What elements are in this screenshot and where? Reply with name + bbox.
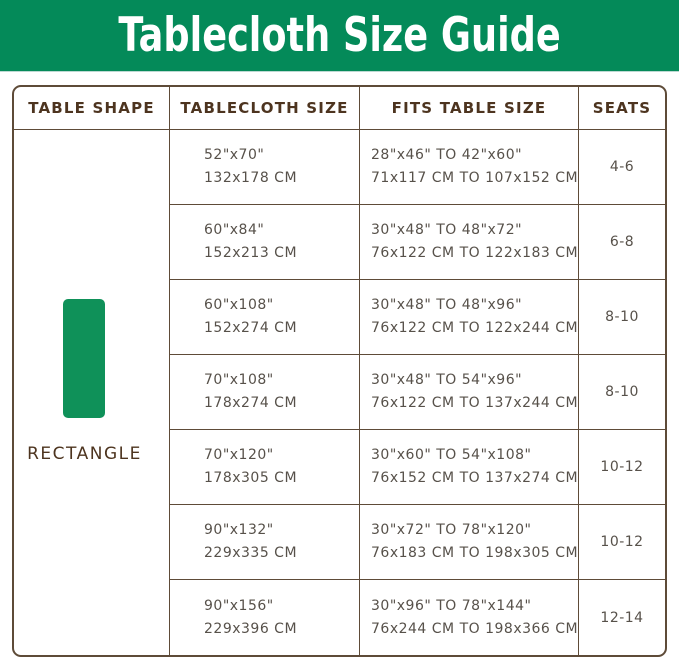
fits-inches: 30"x48" TO 48"x96" bbox=[371, 297, 523, 313]
table-cell-fits-table-size bbox=[360, 205, 579, 280]
column-header-fits-table-size: FITS TABLE SIZE bbox=[360, 87, 579, 130]
page-title: Tablecloth Size Guide bbox=[118, 8, 561, 63]
size-cm: 229x396 CM bbox=[204, 620, 298, 637]
fits-inches: 30"x96" TO 78"x144" bbox=[371, 597, 532, 614]
table-cell-tablecloth-size bbox=[170, 505, 360, 580]
size-inches: 70"x108" bbox=[204, 372, 274, 388]
fits-cm: 76x152 CM TO 137x274 CM bbox=[371, 470, 579, 486]
rectangle-shape-icon bbox=[63, 299, 105, 418]
table-cell-fits-table-size bbox=[360, 430, 579, 505]
table-cell-tablecloth-size bbox=[170, 430, 360, 505]
rectangle-shape-group bbox=[27, 299, 142, 464]
size-inches: 60"x84" bbox=[204, 222, 265, 238]
fits-cm: 76x122 CM TO 122x244 CM bbox=[371, 320, 579, 336]
table-cell-tablecloth-size bbox=[170, 205, 360, 280]
fits-inches: 30"x48" TO 54"x96" bbox=[371, 372, 523, 388]
fits-cm: 71x117 CM TO 107x152 CM bbox=[371, 170, 579, 186]
table-cell-fits-table-size bbox=[360, 280, 579, 355]
size-cm: 152x213 CM bbox=[204, 245, 298, 261]
fits-cm: 76x122 CM TO 137x244 CM bbox=[371, 395, 579, 411]
size-cm: 178x274 CM bbox=[204, 395, 298, 411]
table-cell-fits-table-size bbox=[360, 130, 579, 205]
table-cell-seats: 10-12 bbox=[579, 430, 665, 505]
fits-cm: 76x244 CM TO 198x366 CM bbox=[371, 620, 579, 637]
size-guide-table bbox=[12, 85, 667, 657]
table-cell-tablecloth-size bbox=[170, 580, 360, 655]
size-inches: 70"x120" bbox=[204, 447, 274, 463]
fits-cm: 76x183 CM TO 198x305 CM bbox=[371, 545, 579, 561]
title-banner bbox=[0, 0, 679, 72]
column-header-table-shape: TABLE SHAPE bbox=[14, 87, 170, 130]
size-cm: 229x335 CM bbox=[204, 545, 298, 561]
table-cell-seats: 8-10 bbox=[579, 280, 665, 355]
column-header-seats: SEATS bbox=[579, 87, 665, 130]
size-cm: 178x305 CM bbox=[204, 470, 298, 486]
fits-inches: 30"x48" TO 48"x72" bbox=[371, 222, 523, 238]
table-shape-cell bbox=[14, 130, 170, 655]
table-cell-seats: 8-10 bbox=[579, 355, 665, 430]
size-cm: 152x274 CM bbox=[204, 320, 298, 336]
table-cell-seats: 6-8 bbox=[579, 205, 665, 280]
table-cell-seats: 4-6 bbox=[579, 130, 665, 205]
shape-label: RECTANGLE bbox=[27, 444, 142, 464]
size-cm: 132x178 CM bbox=[204, 170, 298, 186]
size-inches: 90"x132" bbox=[204, 522, 274, 538]
fits-inches: 30"x72" TO 78"x120" bbox=[371, 522, 532, 538]
table-cell-seats: 10-12 bbox=[579, 505, 665, 580]
fits-cm: 76x122 CM TO 122x183 CM bbox=[371, 245, 579, 261]
table-cell-tablecloth-size bbox=[170, 280, 360, 355]
size-inches: 90"x156" bbox=[204, 597, 274, 614]
table-cell-seats: 12-14 bbox=[600, 609, 644, 626]
table-cell-tablecloth-size bbox=[170, 130, 360, 205]
fits-inches: 30"x60" TO 54"x108" bbox=[371, 447, 532, 463]
fits-inches: 28"x46" TO 42"x60" bbox=[371, 147, 523, 163]
column-header-tablecloth-size: TABLECLOTH SIZE bbox=[170, 87, 360, 130]
table-cell-tablecloth-size bbox=[170, 355, 360, 430]
table-cell-fits-table-size bbox=[360, 355, 579, 430]
table-cell-fits-table-size bbox=[360, 505, 579, 580]
table-cell-fits-table-size bbox=[360, 580, 579, 655]
size-inches: 60"x108" bbox=[204, 297, 274, 313]
size-inches: 52"x70" bbox=[204, 147, 265, 163]
